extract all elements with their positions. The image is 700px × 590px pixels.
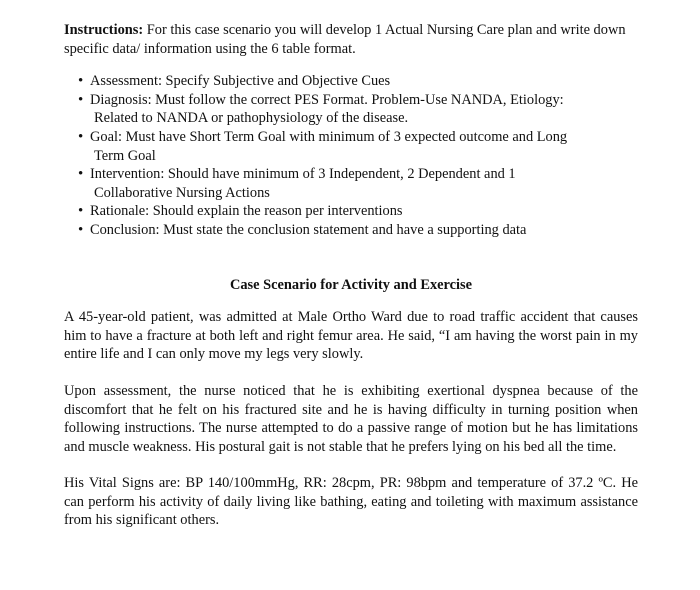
instructions-text: For this case scenario you will develop 1 Actual Nursing Care plan and write down specific data/ information using the 6 table format.	[64, 22, 626, 57]
requirements-list	[64, 72, 638, 239]
requirement-intervention	[78, 165, 638, 202]
requirement-line: Intervention: Should have minimum of 3 Independent, 2 Dependent and 1	[90, 166, 516, 183]
requirement-diagnosis	[78, 91, 638, 128]
case-paragraph-vital-signs: His Vital Signs are: BP 140/100mmHg, RR: 28cpm, PR: 98bpm and temperature of 37.2 ºC. He can perform his activity of daily living like bathing, eating and toileting with maximum assistance from his significant others.	[64, 475, 638, 529]
requirement-conclusion	[78, 221, 638, 240]
instructions-paragraph	[64, 21, 638, 58]
document-page	[64, 21, 638, 530]
requirement-line: Conclusion: Must state the conclusion statement and have a supporting data	[90, 221, 527, 238]
requirement-line-continued: Term Goal	[94, 147, 156, 164]
requirement-line: Goal: Must have Short Term Goal with minimum of 3 expected outcome and Long	[90, 128, 568, 145]
instructions-heading: Instructions:	[64, 22, 144, 38]
case-scenario-title: Case Scenario for Activity and Exercise	[229, 276, 473, 293]
requirement-line-continued: Related to NANDA or pathophysiology of the disease.	[94, 110, 409, 127]
requirement-line: Diagnosis: Must follow the correct PES Format. Problem-Use NANDA, Etiology:	[90, 91, 564, 108]
requirement-line-continued: Collaborative Nursing Actions	[94, 184, 270, 201]
requirement-rationale	[78, 202, 638, 221]
requirement-assessment	[78, 72, 638, 91]
requirement-line: Assessment: Specify Subjective and Objective Cues	[90, 73, 391, 90]
case-paragraph-assessment: Upon assessment, the nurse noticed that he is exhibiting exertional dyspnea because of the discomfort that he felt on his fractured site and he is having difficulty in turning position when following instructions. The nurse attempted to do a passive range of motion but he has limitations and muscle weakness. His postural gait is not stable that he prefers lying on his bed all the time.	[64, 382, 638, 455]
requirement-goal	[78, 128, 638, 165]
case-paragraph-admission: A 45-year-old patient, was admitted at Male Ortho Ward due to road traffic accident that causes him to have a fracture at both left and right femur area. He said, “I am having the worst pain in my entire life and I can only move my legs very slowly.	[64, 309, 638, 363]
requirement-line: Rationale: Should explain the reason per interventions	[90, 203, 403, 220]
